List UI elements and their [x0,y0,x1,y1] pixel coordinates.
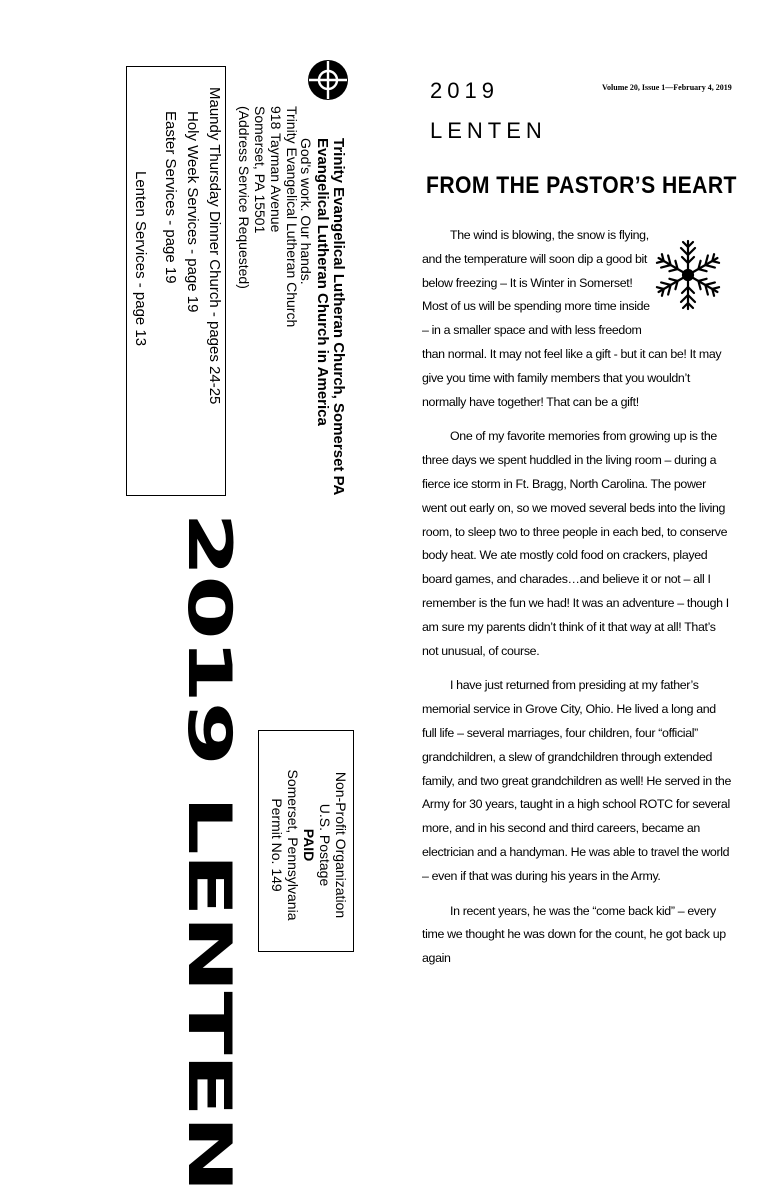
contents-box [126,66,226,496]
mailing-address [236,106,300,327]
contents-item: Lenten Services - page 13 [132,171,149,347]
elca-cross-logo-icon [306,58,350,102]
contents-item: Maundy Thursday Dinner Church - pages 24-25 [206,87,223,405]
postage-permit-box [258,730,354,952]
article-paragraph: I have just returned from presiding at my father’s memorial service in Grove City, Ohio. He lived a long and full life – several marriages, four children, four “official” grandchildren, a slew of grandchildren through extended family, and two great grandchildren as well! He served in the Army for 30 years, taught in a high school ROTC for several more, and in his second and third careers, became an electrician and a handyman. He was able to travel the world – even if that was during his years in the Army. [422,678,732,883]
address-line: Trinity Evangelical Lutheran Church [284,106,300,328]
postage-line: Permit No. 149 [269,798,285,892]
tagline: God's work. Our hands. [298,138,314,285]
article-paragraph: The wind is blowing, the snow is flying, and the temperature will soon dip a good bit below freezing – It is Winter in Somerset! Most of us will be spending more time inside – in a smaller space and with less freedom than normal. It may not feel like a gift - but it can be! It may give you time with family members that you wouldn’t normally have together! That can be a gift! [422,228,722,409]
address-line: 918 Tayman Avenue [268,106,284,233]
affiliation: Evangelical Lutheran Church in America [314,138,331,426]
address-line: (Address Service Requested) [236,106,252,289]
masthead-word: LENTEN [430,118,547,143]
contents-list [206,87,223,404]
volume-issue-date: Volume 20, Issue 1—February 4, 2019 [602,83,732,92]
postage-line: Non-Profit Organization [333,771,349,919]
postage-line: Somerset, Pennsylvania [285,769,301,921]
contents-item: Holy Week Services - page 19 [184,111,201,313]
return-address [298,138,346,495]
postage-line: U.S. Postage [317,803,333,887]
masthead-year: 2019 [430,78,499,103]
article-paragraph: In recent years, he was the “come back kid” – every time we thought he was down for the count, he got back up again [422,903,726,966]
org-name: Trinity Evangelical Lutheran Church, Somerset PA [330,138,347,496]
article-headline: FROM THE PASTOR’S HEART [426,172,737,199]
contents-item: Easter Services - page 19 [162,111,179,284]
address-line: Somerset, PA 15501 [252,106,268,234]
article-paragraph: One of my favorite memories from growing up is the three days we spent huddled in the living room – during a fierce ice storm in Ft. Bragg, North Carolina. The power went out early on, so we moved several beds into the living room, to sleep two to three people in each bed, to conserve body heat. We ate mostly cold food on crackers, played board games, and charades…and believe it or not – all I remember is the fun we had! It was an adventure – though I am sure my parents didn’t think of it that way at all! That’s not unusual, of course. [422,429,729,658]
cover-title: 2019 LENTEN [174,512,244,1192]
article-body [422,224,732,982]
postage-line: PAID [301,828,317,862]
